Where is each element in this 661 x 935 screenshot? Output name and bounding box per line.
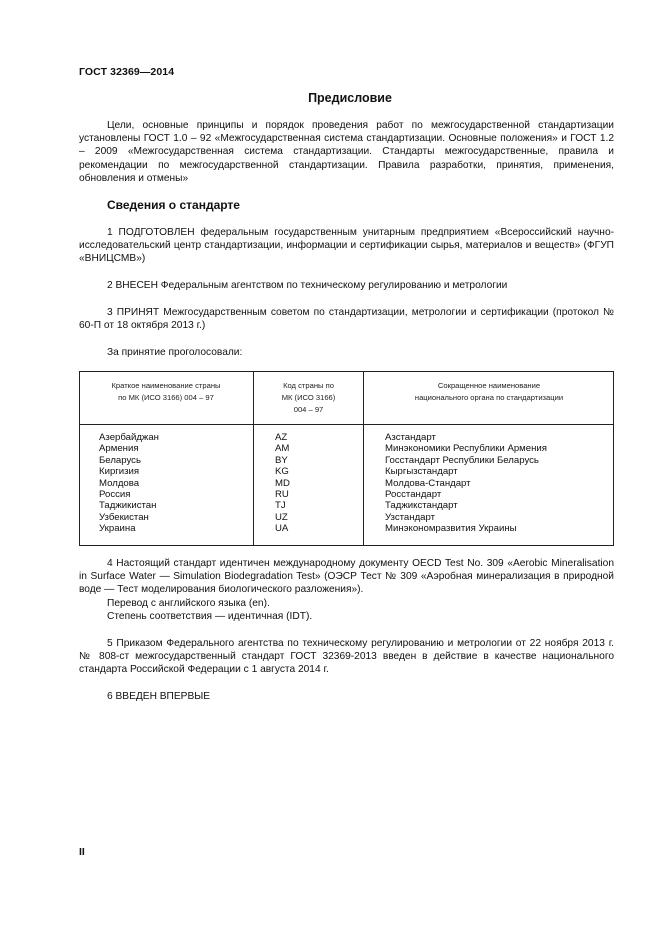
info-heading: Сведения о стандарте — [107, 198, 240, 212]
header-code: Код страны по МК (ИСО 3166) 004 – 97 — [281, 381, 336, 414]
table-cell-body: Узстандарт — [385, 511, 436, 523]
table-cell-body: Таджикстандарт — [385, 500, 458, 512]
table-cell-country: Узбекистан — [99, 511, 149, 523]
info-item-1 — [79, 226, 614, 266]
table-cell-body: Госстандарт Республики Беларусь — [385, 454, 539, 466]
table-cell-country: Украина — [99, 523, 136, 535]
table-cell-code: AM — [275, 443, 290, 455]
foreword-paragraph — [79, 119, 614, 185]
table-cell-body: Росстандарт — [385, 489, 442, 501]
voted-label: За принятие проголосовали: — [107, 347, 243, 358]
table-header-divider — [79, 424, 614, 425]
info-item-2 — [79, 279, 614, 292]
item-2-text: 2 ВНЕСЕН Федеральным агентством по техническому регулированию и метрологии — [107, 280, 508, 291]
table-cell-country: Киргизия — [99, 466, 140, 478]
table-cell-code: BY — [275, 454, 288, 466]
country-column — [99, 432, 159, 535]
foreword-heading — [0, 91, 661, 105]
header-body: Сокращенное наименование национального органа по стандартизации — [414, 381, 564, 402]
table-cell-code: MD — [275, 477, 290, 489]
item-5-text: 5 Приказом Федерального агентства по техническому регулированию и метрологии от 22 ноября 2013 г. № 808-ст межгосударственный стандарт ГОСТ 32369-2013 введен в действие в качестве национального стандарта Российской Федерации с 1 августа 2014 г. — [79, 638, 614, 676]
table-cell-body: Минэкономразвития Украины — [385, 523, 517, 535]
translation-note: Перевод с английского языка (en). — [107, 597, 270, 609]
header-country: Краткое наименование страны по МК (ИСО 3166) 004 – 97 — [111, 381, 221, 402]
table-cell-code: UZ — [275, 511, 288, 523]
table-cell-body: Азстандарт — [385, 432, 436, 443]
page-number: II — [79, 846, 85, 858]
conformity-note: Степень соответствия — идентичная (IDT). — [107, 610, 313, 622]
table-cell-country: Беларусь — [99, 454, 141, 466]
item-3-text: 3 ПРИНЯТ Межгосударственным советом по стандартизации, метрологии и сертификации (протокол № 60-П от 18 октября 2013 г.) — [79, 307, 614, 332]
table-cell-country: Армения — [99, 443, 139, 455]
foreword-title: Предисловие — [308, 91, 392, 105]
table-cell-body: Молдова-Стандарт — [385, 477, 471, 489]
table-cell-code: KG — [275, 466, 289, 478]
info-item-6 — [79, 690, 614, 703]
body-column — [385, 432, 547, 535]
item-1-text: 1 ПОДГОТОВЛЕН федеральным государственным унитарным предприятием «Всероссийский научно-исследовательский центр стандартизации, информации и сертификации сырья, материалов и веществ» (ФГУП «ВНИЦСМВ») — [79, 227, 614, 265]
info-item-3 — [79, 306, 614, 332]
voted-label-block — [79, 346, 614, 359]
table-cell-code: RU — [275, 489, 289, 501]
code-column — [275, 432, 290, 535]
table-cell-country: Азербайджан — [99, 432, 159, 443]
table-cell-body: Кыргызстандарт — [385, 466, 458, 478]
info-item-4 — [79, 557, 614, 623]
table-cell-country: Таджикистан — [99, 500, 157, 512]
table-cell-country: Россия — [99, 489, 131, 501]
foreword-text: Цели, основные принципы и порядок проведения работ по межгосударственной стандартизации установлены ГОСТ 1.0 – 92 «Межгосударственная система стандартизации. Основные положения» и ГОСТ 1.2 – 2009 «Межгосударственная система стандартизации. Стандарты межгосударственные, правила и рекомендации по межгосударственной стандартизации. Правила разработки, принятия, применения, обновления и отмены» — [79, 120, 614, 184]
item-6-text: 6 ВВЕДЕН ВПЕРВЫЕ — [107, 691, 211, 702]
info-item-5 — [79, 637, 614, 677]
document-number: ГОСТ 32369—2014 — [79, 66, 175, 78]
table-cell-code: TJ — [275, 500, 286, 512]
table-cell-country: Молдова — [99, 477, 140, 489]
table-cell-body: Минэкономики Республики Армения — [385, 443, 547, 455]
table-cell-code: UA — [275, 523, 289, 535]
table-cell-code: AZ — [275, 432, 288, 443]
item-4-text: 4 Настоящий стандарт идентичен международному документу OECD Test No. 309 «Aerobic Mineralisation in Surface Water — Simulation Biodegradation Test» (ОЭСР Тест № 309 «Аэробная минерализация в природной воде — Тест моделирования биологического разложения»). — [79, 558, 614, 596]
voting-table — [79, 371, 614, 546]
